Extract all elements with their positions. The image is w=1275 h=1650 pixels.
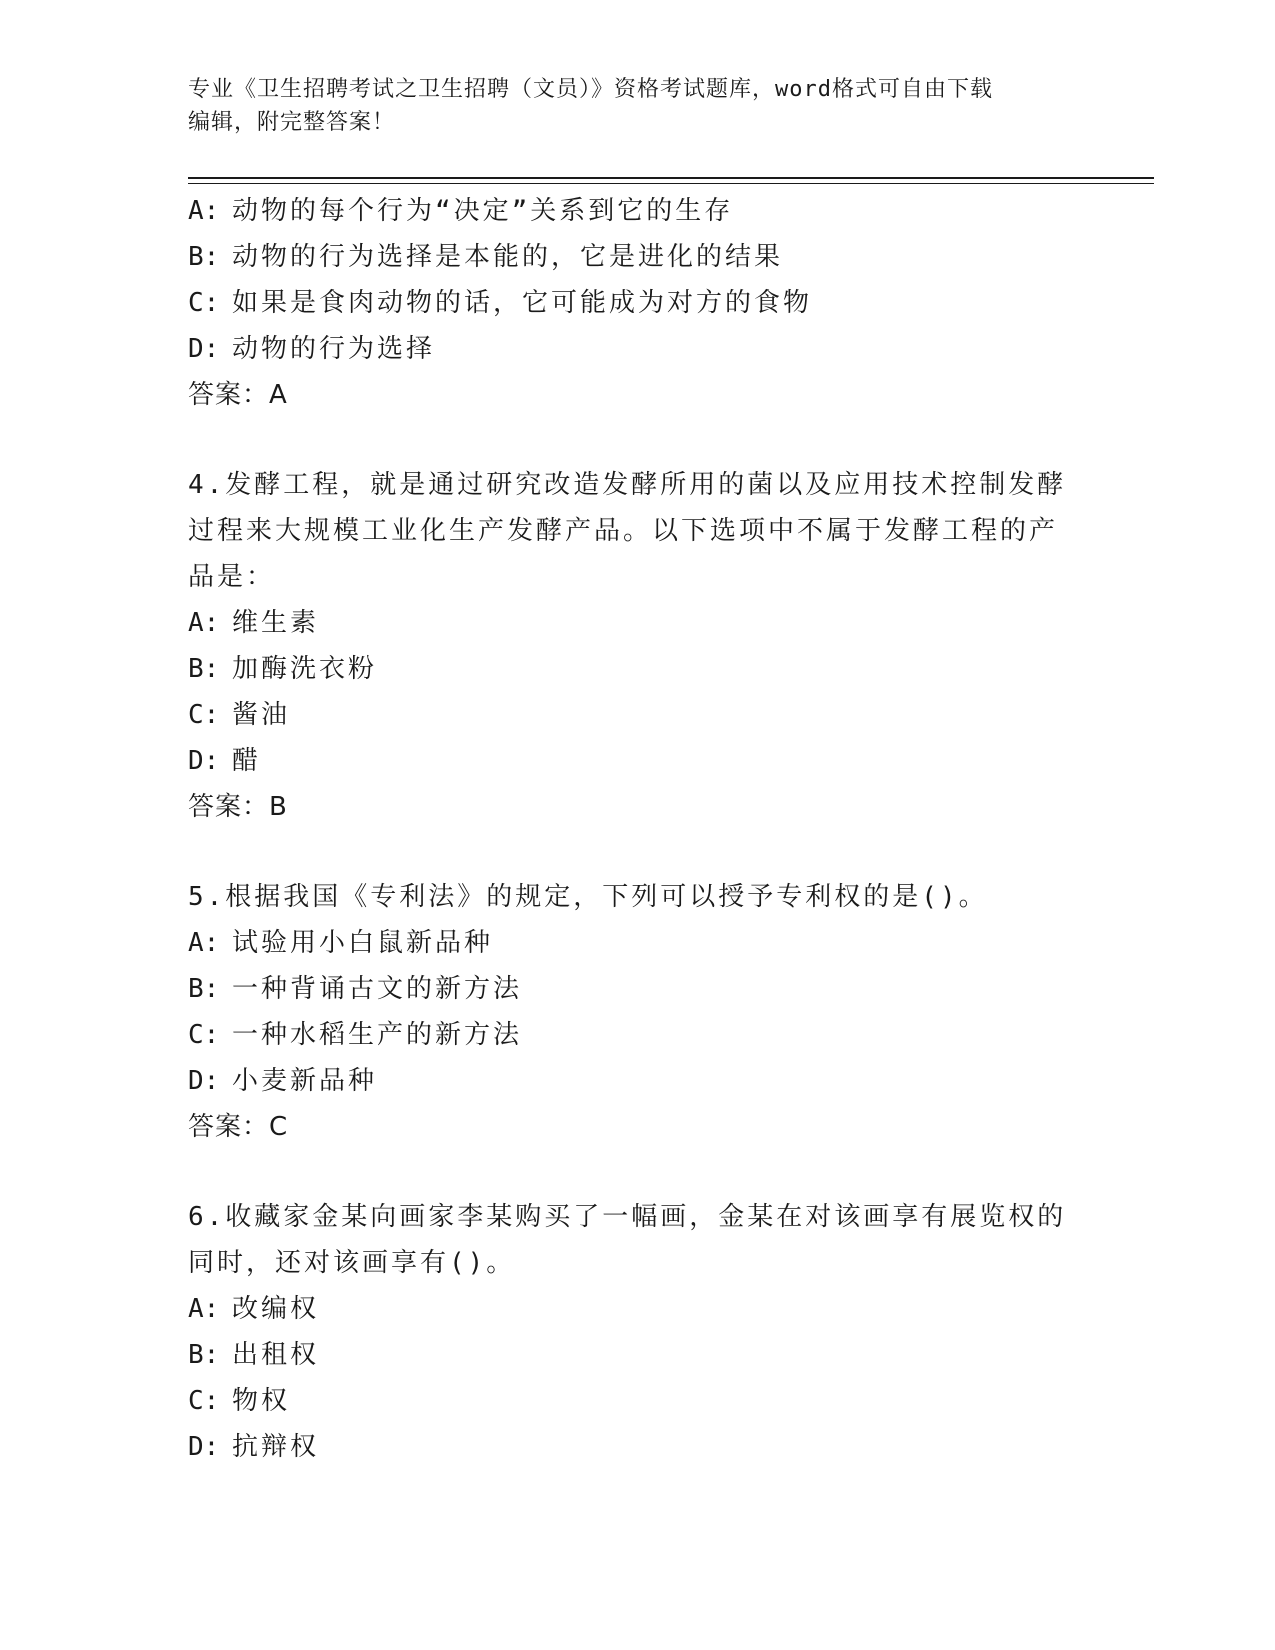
option-text: 出租权 xyxy=(232,1340,320,1370)
question-stem-line: 6.收藏家金某向画家李某购买了一幅画，金某在对该画享有展览权的 xyxy=(188,1202,1067,1232)
option-label: B: xyxy=(188,242,220,272)
option-label: B: xyxy=(188,654,220,684)
option-text: 动物的每个行为“决定”关系到它的生存 xyxy=(232,196,734,226)
question-5 xyxy=(188,874,1068,1150)
option-label: A: xyxy=(188,928,220,958)
question-6 xyxy=(188,1194,1068,1470)
option-b xyxy=(188,1332,1068,1378)
option-text: 加酶洗衣粉 xyxy=(232,654,378,684)
option-text: 抗辩权 xyxy=(232,1432,320,1462)
option-label: C: xyxy=(188,1386,220,1416)
option-label: A: xyxy=(188,1294,220,1324)
option-text: 维生素 xyxy=(232,608,320,638)
option-label: C: xyxy=(188,288,220,318)
question-stem-line: 4.发酵工程，就是通过研究改造发酵所用的菌以及应用技术控制发酵 xyxy=(188,470,1067,500)
question-stem-line: 5.根据我国《专利法》的规定，下列可以授予专利权的是()。 xyxy=(188,882,988,912)
option-text: 一种背诵古文的新方法 xyxy=(232,974,523,1004)
option-b xyxy=(188,234,1068,280)
option-b xyxy=(188,646,1068,692)
option-label: D: xyxy=(188,1432,220,1462)
option-b xyxy=(188,966,1068,1012)
answer: 答案：B xyxy=(188,792,288,822)
header-rule-thin xyxy=(188,183,1154,184)
option-text: 小麦新品种 xyxy=(232,1066,378,1096)
option-text: 动物的行为选择是本能的，它是进化的结果 xyxy=(232,242,784,272)
answer: 答案：C xyxy=(188,1112,289,1142)
question-stem-line: 品是： xyxy=(188,562,276,592)
option-c xyxy=(188,1012,1068,1058)
option-text: 试验用小白鼠新品种 xyxy=(232,928,494,958)
option-text: 一种水稻生产的新方法 xyxy=(232,1020,523,1050)
spacer xyxy=(188,418,1068,462)
question-stem-line: 同时，还对该画享有()。 xyxy=(188,1248,516,1278)
answer: 答案：A xyxy=(188,380,288,410)
option-text: 如果是食肉动物的话，它可能成为对方的食物 xyxy=(232,288,813,318)
option-label: B: xyxy=(188,1340,220,1370)
option-text: 物权 xyxy=(232,1386,291,1416)
option-a xyxy=(188,1286,1068,1332)
option-text: 醋 xyxy=(232,746,262,776)
option-d xyxy=(188,1424,1068,1470)
header-line-1: 专业《卫生招聘考试之卫生招聘（文员）》资格考试题库，word格式可自由下载 xyxy=(188,77,993,102)
option-d xyxy=(188,738,1068,784)
option-label: C: xyxy=(188,1020,220,1050)
option-d xyxy=(188,1058,1068,1104)
spacer xyxy=(188,830,1068,874)
option-label: A: xyxy=(188,608,220,638)
question-4 xyxy=(188,462,1068,830)
option-label: B: xyxy=(188,974,220,1004)
question-stem-line: 过程来大规模工业化生产发酵产品。以下选项中不属于发酵工程的产 xyxy=(188,516,1059,546)
option-text: 酱油 xyxy=(232,700,291,730)
header-rule-thick xyxy=(188,177,1154,179)
option-label: C: xyxy=(188,700,220,730)
option-c xyxy=(188,1378,1068,1424)
option-text: 改编权 xyxy=(232,1294,320,1324)
question-content xyxy=(188,188,1068,1470)
option-c xyxy=(188,692,1068,738)
spacer xyxy=(188,1150,1068,1194)
option-label: D: xyxy=(188,334,220,364)
option-a xyxy=(188,188,1068,234)
option-d xyxy=(188,326,1068,372)
option-label: D: xyxy=(188,1066,220,1096)
option-label: A: xyxy=(188,196,220,226)
option-label: D: xyxy=(188,746,220,776)
option-c xyxy=(188,280,1068,326)
document-header xyxy=(188,73,1088,139)
header-line-2: 编辑，附完整答案！ xyxy=(188,110,396,135)
option-a xyxy=(188,600,1068,646)
question-3 xyxy=(188,188,1068,418)
option-text: 动物的行为选择 xyxy=(232,334,436,364)
option-a xyxy=(188,920,1068,966)
